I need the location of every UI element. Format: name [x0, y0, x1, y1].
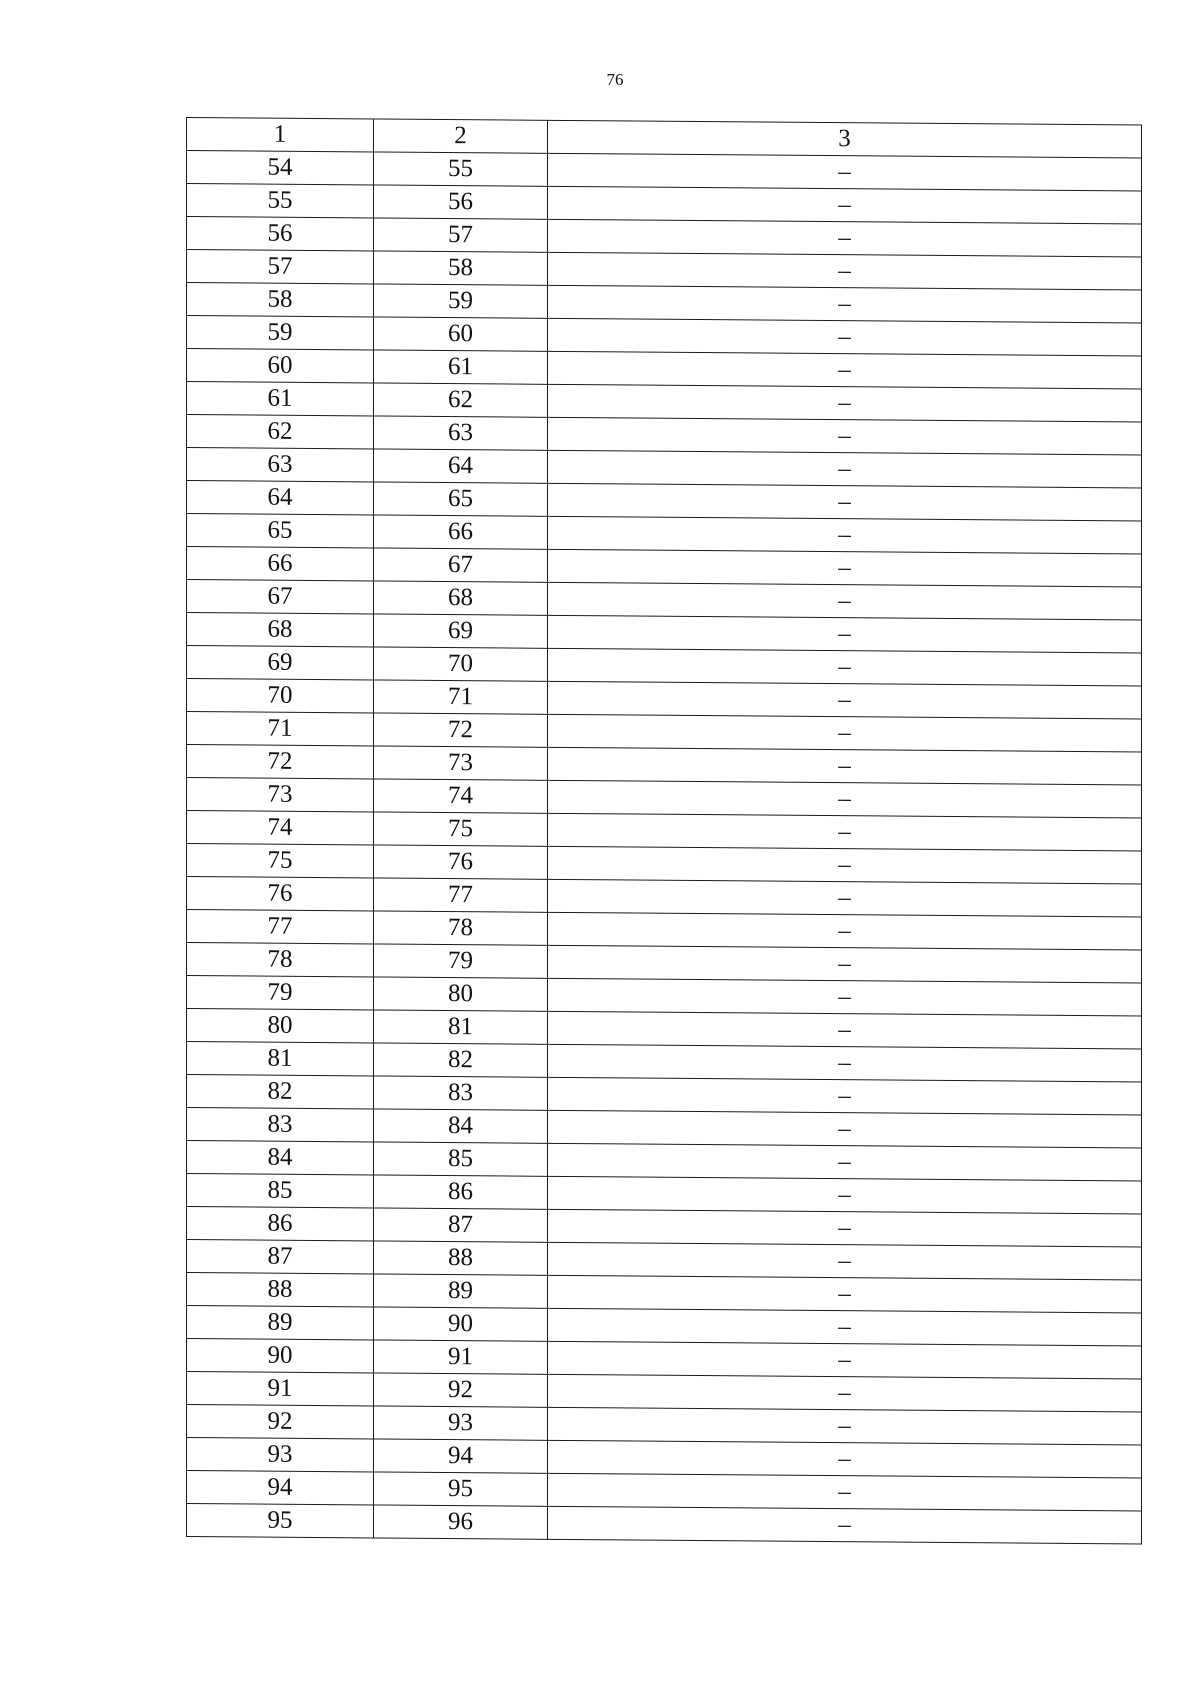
table-cell-col-2: 62 — [374, 383, 548, 417]
table-cell-col-1: 82 — [187, 1075, 374, 1109]
table-cell-col-3: – — [548, 1506, 1142, 1544]
table-container — [186, 117, 1142, 1537]
table-cell-col-1: 66 — [187, 547, 374, 581]
table-cell-col-1: 88 — [187, 1273, 374, 1307]
table-cell-col-3: – — [548, 1044, 1142, 1082]
table-cell-col-1: 85 — [187, 1174, 374, 1208]
table-cell-col-2: 84 — [374, 1109, 548, 1143]
table-cell-col-1: 92 — [187, 1405, 374, 1439]
table-cell-col-3: – — [548, 681, 1142, 719]
table-cell-col-1: 94 — [187, 1471, 374, 1505]
table-cell-col-2: 71 — [374, 680, 548, 714]
table-cell-col-1: 59 — [187, 316, 374, 350]
table-cell-col-3: – — [548, 1308, 1142, 1346]
table-cell-col-1: 57 — [187, 250, 374, 284]
table-cell-col-1: 93 — [187, 1438, 374, 1472]
table-cell-col-2: 95 — [374, 1472, 548, 1506]
table-cell-col-2: 94 — [374, 1439, 548, 1473]
table-cell-col-2: 66 — [374, 515, 548, 549]
header-cell-3: 3 — [548, 120, 1142, 158]
table-cell-col-1: 61 — [187, 382, 374, 416]
table-cell-col-3: – — [548, 912, 1142, 950]
table-cell-col-2: 61 — [374, 350, 548, 384]
table-cell-col-3: – — [548, 813, 1142, 851]
table-cell-col-3: – — [548, 1407, 1142, 1445]
table-cell-col-1: 64 — [187, 481, 374, 515]
table-cell-col-1: 81 — [187, 1042, 374, 1076]
table-cell-col-2: 90 — [374, 1307, 548, 1341]
table-cell-col-3: – — [548, 945, 1142, 983]
table-cell-col-1: 54 — [187, 151, 374, 185]
table-cell-col-3: – — [548, 1242, 1142, 1280]
table-cell-col-1: 84 — [187, 1141, 374, 1175]
table-cell-col-3: – — [548, 747, 1142, 785]
table-cell-col-1: 91 — [187, 1372, 374, 1406]
table-cell-col-1: 72 — [187, 745, 374, 779]
table-cell-col-1: 75 — [187, 844, 374, 878]
table-cell-col-3: – — [548, 1143, 1142, 1181]
table-cell-col-3: – — [548, 1341, 1142, 1379]
table-cell-col-3: – — [548, 483, 1142, 521]
table-cell-col-2: 80 — [374, 977, 548, 1011]
table-cell-col-1: 69 — [187, 646, 374, 680]
table-cell-col-2: 74 — [374, 779, 548, 813]
table-cell-col-1: 68 — [187, 613, 374, 647]
table-cell-col-2: 63 — [374, 416, 548, 450]
table-cell-col-2: 58 — [374, 251, 548, 285]
table-cell-col-2: 77 — [374, 878, 548, 912]
table-cell-col-1: 76 — [187, 877, 374, 911]
table-cell-col-2: 57 — [374, 218, 548, 252]
table-cell-col-3: – — [548, 351, 1142, 389]
table-cell-col-2: 92 — [374, 1373, 548, 1407]
table-row — [187, 1504, 1142, 1545]
table-cell-col-3: – — [548, 780, 1142, 818]
table-cell-col-2: 78 — [374, 911, 548, 945]
table-cell-col-1: 70 — [187, 679, 374, 713]
table-cell-col-2: 70 — [374, 647, 548, 681]
table-cell-col-2: 85 — [374, 1142, 548, 1176]
table-cell-col-3: – — [548, 318, 1142, 356]
table-cell-col-2: 59 — [374, 284, 548, 318]
table-cell-col-2: 72 — [374, 713, 548, 747]
table-cell-col-3: – — [548, 219, 1142, 257]
table-cell-col-2: 91 — [374, 1340, 548, 1374]
header-cell-1: 1 — [187, 118, 374, 152]
table-cell-col-1: 89 — [187, 1306, 374, 1340]
table-cell-col-3: – — [548, 1110, 1142, 1148]
table-cell-col-2: 82 — [374, 1043, 548, 1077]
table-cell-col-3: – — [548, 1209, 1142, 1247]
table-cell-col-3: – — [548, 1440, 1142, 1478]
table-cell-col-3: – — [548, 450, 1142, 488]
table-cell-col-3: – — [548, 1473, 1142, 1511]
table-cell-col-2: 75 — [374, 812, 548, 846]
table-cell-col-1: 73 — [187, 778, 374, 812]
table-cell-col-1: 78 — [187, 943, 374, 977]
table-cell-col-2: 60 — [374, 317, 548, 351]
table-cell-col-1: 83 — [187, 1108, 374, 1142]
table-cell-col-1: 58 — [187, 283, 374, 317]
table-cell-col-1: 67 — [187, 580, 374, 614]
table-cell-col-3: – — [548, 615, 1142, 653]
table-cell-col-3: – — [548, 582, 1142, 620]
table-cell-col-2: 65 — [374, 482, 548, 516]
table-cell-col-2: 56 — [374, 185, 548, 219]
table-cell-col-1: 60 — [187, 349, 374, 383]
table-cell-col-1: 55 — [187, 184, 374, 218]
table-cell-col-3: – — [548, 879, 1142, 917]
table-cell-col-3: – — [548, 1374, 1142, 1412]
data-table — [186, 117, 1142, 1545]
table-cell-col-1: 95 — [187, 1504, 374, 1538]
table-cell-col-3: – — [548, 978, 1142, 1016]
table-cell-col-1: 79 — [187, 976, 374, 1010]
table-cell-col-2: 69 — [374, 614, 548, 648]
table-body — [187, 118, 1142, 1545]
table-cell-col-2: 73 — [374, 746, 548, 780]
table-cell-col-1: 63 — [187, 448, 374, 482]
table-cell-col-1: 86 — [187, 1207, 374, 1241]
table-cell-col-3: – — [548, 549, 1142, 587]
table-cell-col-2: 88 — [374, 1241, 548, 1275]
table-cell-col-3: – — [548, 384, 1142, 422]
table-cell-col-2: 87 — [374, 1208, 548, 1242]
table-cell-col-3: – — [548, 1275, 1142, 1313]
table-cell-col-2: 55 — [374, 152, 548, 186]
table-cell-col-3: – — [548, 1176, 1142, 1214]
table-cell-col-3: – — [548, 285, 1142, 323]
table-cell-col-3: – — [548, 186, 1142, 224]
table-cell-col-3: – — [548, 1077, 1142, 1115]
table-cell-col-1: 56 — [187, 217, 374, 251]
table-cell-col-1: 87 — [187, 1240, 374, 1274]
table-cell-col-3: – — [548, 153, 1142, 191]
table-cell-col-2: 86 — [374, 1175, 548, 1209]
table-cell-col-3: – — [548, 1011, 1142, 1049]
table-cell-col-2: 89 — [374, 1274, 548, 1308]
table-cell-col-2: 79 — [374, 944, 548, 978]
table-cell-col-3: – — [548, 714, 1142, 752]
table-cell-col-3: – — [548, 648, 1142, 686]
table-cell-col-2: 67 — [374, 548, 548, 582]
table-cell-col-1: 62 — [187, 415, 374, 449]
page-number: 76 — [606, 70, 624, 89]
table-cell-col-1: 74 — [187, 811, 374, 845]
table-cell-col-2: 64 — [374, 449, 548, 483]
table-cell-col-1: 80 — [187, 1009, 374, 1043]
table-cell-col-1: 77 — [187, 910, 374, 944]
table-cell-col-3: – — [548, 252, 1142, 290]
table-cell-col-3: – — [548, 516, 1142, 554]
table-cell-col-2: 93 — [374, 1406, 548, 1440]
table-cell-col-3: – — [548, 417, 1142, 455]
table-cell-col-1: 90 — [187, 1339, 374, 1373]
table-cell-col-2: 96 — [374, 1505, 548, 1539]
table-cell-col-2: 81 — [374, 1010, 548, 1044]
header-cell-2: 2 — [374, 119, 548, 153]
table-cell-col-2: 68 — [374, 581, 548, 615]
table-cell-col-3: – — [548, 846, 1142, 884]
table-cell-col-1: 65 — [187, 514, 374, 548]
table-cell-col-1: 71 — [187, 712, 374, 746]
table-cell-col-2: 83 — [374, 1076, 548, 1110]
table-cell-col-2: 76 — [374, 845, 548, 879]
